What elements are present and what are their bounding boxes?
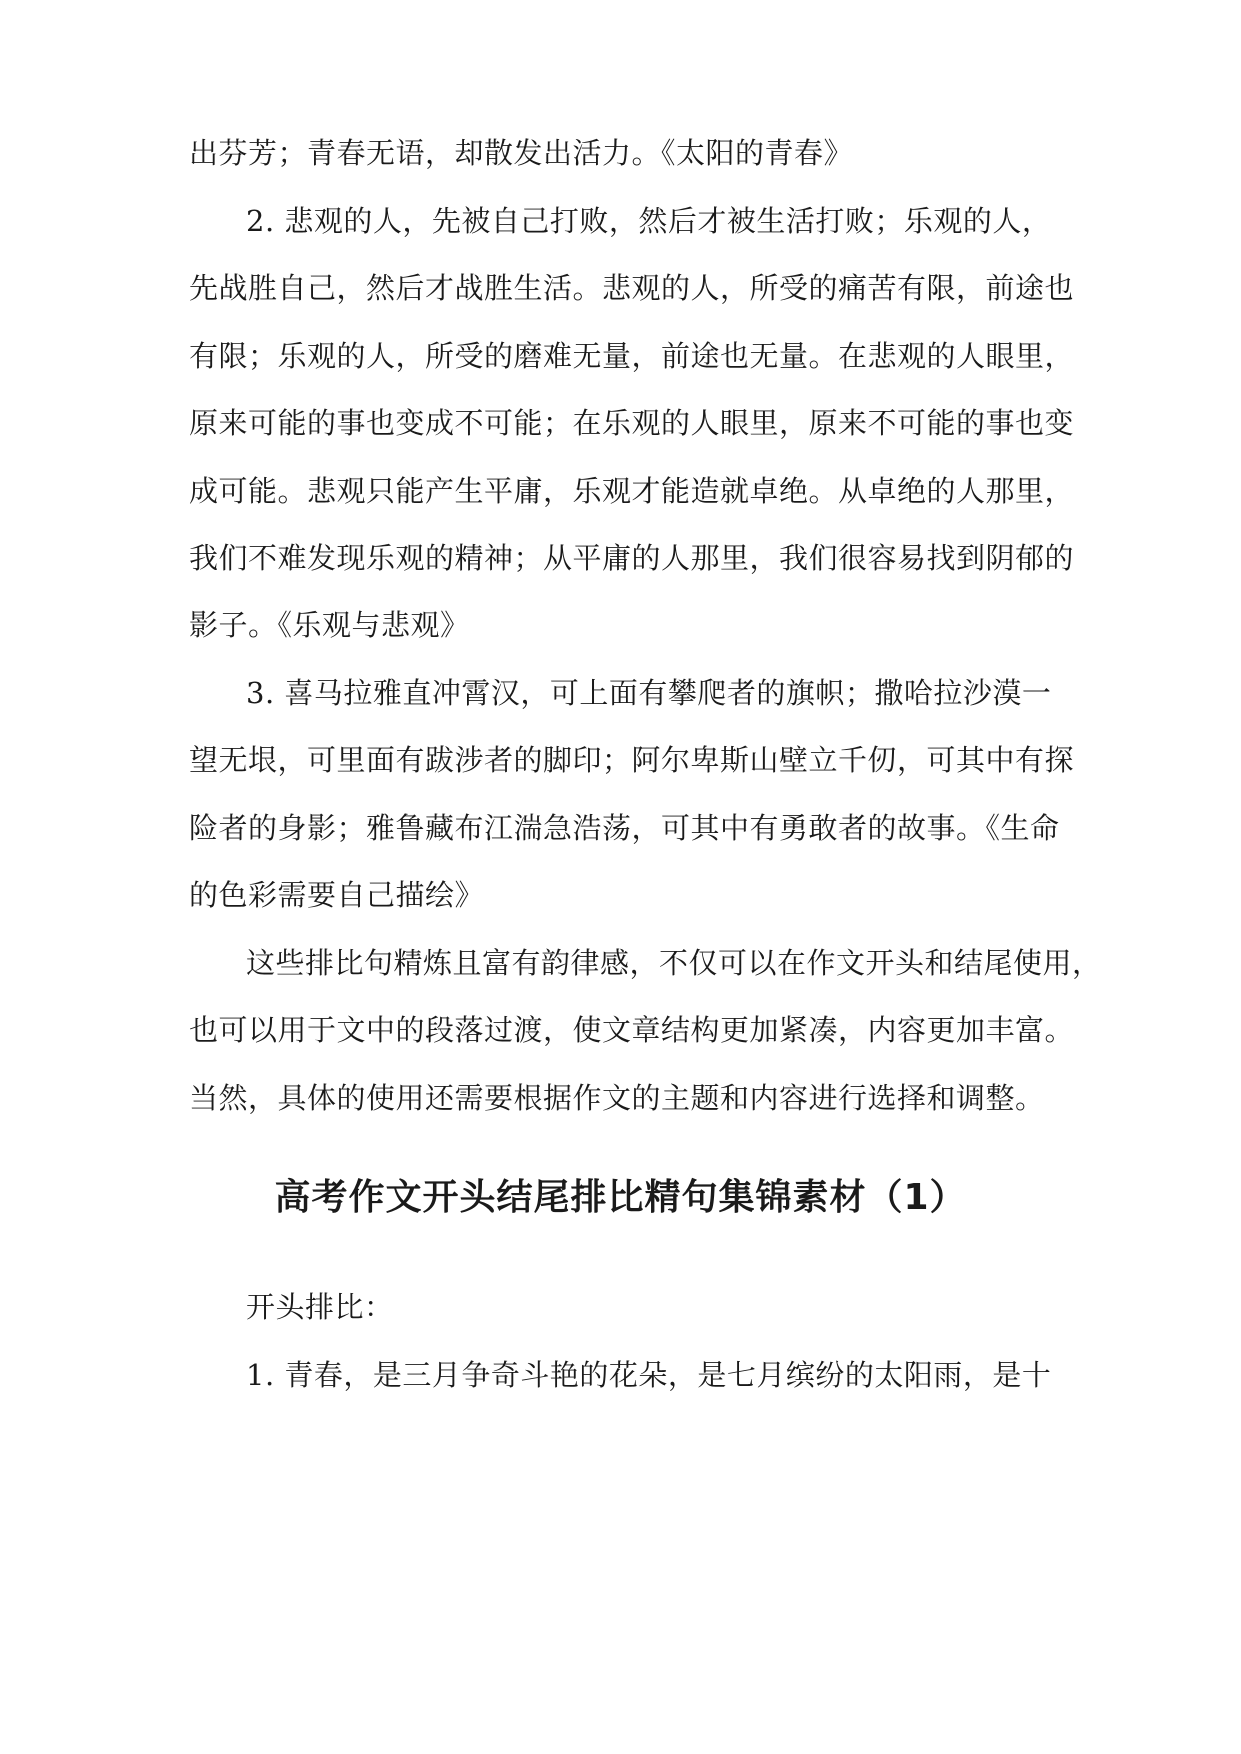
paragraph-line: 2. 悲观的人，先被自己打败，然后才被生活打败；乐观的人， — [246, 204, 1052, 238]
paragraph-line: 也可以用于文中的段落过渡，使文章结构更加紧凑，内容更加丰富。 — [189, 1013, 1075, 1047]
paragraph-line: 险者的身影；雅鲁藏布江湍急浩荡，可其中有勇敢者的故事。《生命 — [189, 811, 1060, 845]
paragraph-line: 出芬芳；青春无语，却散发出活力。《太阳的青春》 — [189, 136, 854, 170]
list-item-line: 1. 青春，是三月争奇斗艳的花朵，是七月缤纷的太阳雨，是十 — [246, 1358, 1052, 1392]
paragraph-line: 先战胜自己，然后才战胜生活。悲观的人，所受的痛苦有限，前途也 — [189, 271, 1075, 305]
paragraph-line: 当然，具体的使用还需要根据作文的主题和内容进行选择和调整。 — [189, 1081, 1045, 1115]
section-heading: 高考作文开头结尾排比精句集锦素材（1） — [274, 1177, 967, 1218]
paragraph-line: 影子。《乐观与悲观》 — [189, 608, 470, 642]
paragraph-line: 有限；乐观的人，所受的磨难无量，前途也无量。在悲观的人眼里， — [189, 339, 1075, 373]
paragraph-line: 成可能。悲观只能产生平庸，乐观才能造就卓绝。从卓绝的人那里， — [189, 474, 1075, 508]
section-label: 开头排比： — [246, 1290, 394, 1324]
paragraph-line: 3. 喜马拉雅直冲霄汉，可上面有攀爬者的旗帜；撒哈拉沙漠一 — [246, 676, 1052, 710]
paragraph-line: 的色彩需要自己描绘》 — [189, 878, 485, 912]
paragraph-line: 望无垠，可里面有跋涉者的脚印；阿尔卑斯山壁立千仞，可其中有探 — [189, 743, 1075, 777]
paragraph-line: 原来可能的事也变成不可能；在乐观的人眼里，原来不可能的事也变 — [189, 406, 1075, 440]
paragraph-line: 我们不难发现乐观的精神；从平庸的人那里，我们很容易找到阴郁的 — [189, 541, 1075, 575]
paragraph-line: 这些排比句精炼且富有韵律感，不仅可以在作文开头和结尾使用， — [246, 946, 1102, 980]
